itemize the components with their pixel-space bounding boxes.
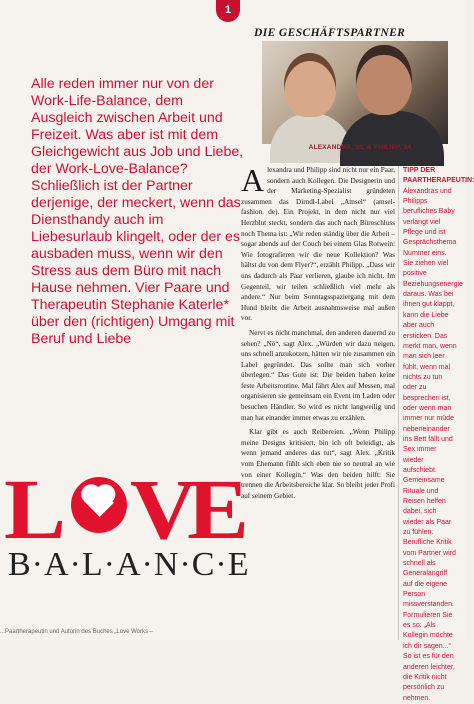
introduction-text: Alle reden immer nur von der Work-Life-Balance, dem Ausgleich zwischen Arbeit und Freizeit. Was aber ist mit dem Gleichgewicht aus Job und Liebe, der Work-Love-Balance? Schließlich ist der Partner derjenige, der meckert, wenn das Diensthandy auch im Liebesurlaub klingelt, oder der es ausbaden muss, wenn wir den Stress aus dem Büro mit nach Hause nehmen. Vier Paare und Therapeutin Stephanie Katerle* über den (richtigen) Umgang mit Beruf und Liebe [31,76,244,347]
footnote: ...Paartherapeutin und Autorin des Buches „Love Works – [0,629,153,635]
dropcap: A [241,162,265,198]
article-paragraph-3: Klar gibt es auch Reibereien. „Wenn Philipp meine Designs kritisiert, bin ich oft beleidigt, als wenn jemand anderes das tut“, sagt Alex. „Kritik vom Ehemann fühlt sich eben nie so neutral an wie von einer Kollegin.“ Was den beiden hilft: Sie trennen die Arbeitsbereiche klar. So bleibt jeder Profi auf seinem Gebiet. [241,428,395,500]
photo-caption: ALEXANDRA, 30, & PHILIPP, 34 [308,144,412,151]
man-figure [340,111,444,166]
letter-v: V [130,461,198,557]
love-headline [4,461,269,557]
section-title: DIE GESCHÄFTSPARTNER [254,27,406,39]
tip-title: TIPP DER PAARTHERAPEUTIN: [403,167,474,185]
page-number-badge: 1 [216,0,240,22]
heart-icon [71,477,127,533]
tip-text: Alexandras und Philipps berufliches Baby verlangt viel Pflege und ist Gesprächsthema Nummer eins. Sie ziehen viel positive Beziehungsenergie daraus. Was bei ihnen gut klappt, kann die Liebe aber auch ersticken. Das merkt man, wenn man sich leer fühlt, wenn mal nichts zu tun oder zu besprechen ist, oder wenn man immer nur müde nebeneinander ins Bett fällt und Sex immer wieder aufschiebt. Gemeinsame Rituale und Reisen helfen dabei, sich wieder als Paar zu fühlen. Berufliche Kritik vom Partner wird schnell als Generalangriff auf die eigene Person missverstanden. Formulieren Sie es so: „Als Kollegin möchte ich dir sagen...“ So ist es für den anderen leichter, die Kritik nicht persönlich zu nehmen. [403,187,463,702]
therapist-tip [398,166,474,702]
letter-e: E [187,461,249,557]
woman-face [284,53,336,117]
article-body [241,162,395,505]
man-face [356,45,412,115]
article-paragraph-2: Nervt es nicht manchmal, den anderen dauernd zu sehen? „Nö“, sagt Alex. „Würden wir dazu neigen, uns schnell anzukotzen, hätten wir nie zusammen ein Label gegründet. Das sollte man sich vorher überlegen.“ Das Gute ist: Die beiden haben keine feste Arbeitsroutine. Mal fährt Alex auf Messen, mal organisieren sie gemeinsam ein Event im Laden oder besuchen Händler. So wird es nicht langweilig und man hat einander immer etwas zu erzählen. [241,328,395,422]
letter-l: L [4,461,66,557]
article-paragraph-1: Alexandra und Philipp sind nicht nur ein Paar, sondern auch Kollegen. Die Designerin und der Marketing-Spezialist gründeten zusammen das Dirndl-Label „Amsel“ (amsel-fashion. de). Ein Projekt, in dem nicht nur viel Herzblut steckt, sondern das auch nach Büroschluss noch Thema ist: „Wir reden ständig über die Arbeit – sogar abends auf der Couch bei einem Glas Rotwein: Wie fotografieren wir die neue Kollektion? Was hältst du von dem Flyer?“, erzählt Philipp. „Dass wir uns dadurch als Paar verlieren, glaube ich nicht. Im Gegenteil, wir teilen schließlich viel mehr als andere.“ Nur beim Sonntagsspaziergang mit dem Hund bleibt die Arbeit ausnahmsweise mal außen vor. [241,162,395,323]
balance-headline: B·A·L·A·N·C·E [8,546,250,583]
couple-photo [262,41,448,144]
